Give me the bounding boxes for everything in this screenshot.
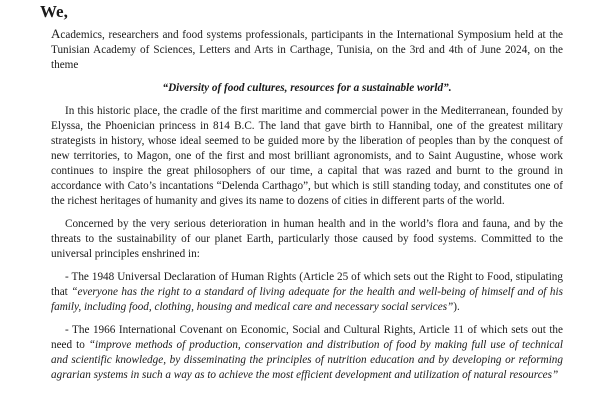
intro-text: cademics, researchers and food systems professionals, participants in the International Symposium held at the Tunisian Academy of Sciences, Letters and Arts in Carthage, Tunisia, on the 3rd and 4th of June 2024, on the theme (51, 29, 563, 71)
declaration-1948-tail: ). (453, 301, 460, 313)
history-paragraph: In this historic place, the cradle of the first maritime and commercial power in the Mediterranean, founded by Elyssa, the Phoenician princess in 814 B.C. The land that gave birth to Hannibal, one of the greatest military strategists in history, whose ideal seemed to be guided more by the liberation of peoples than by the conquest of new territories, to Magon, one of the first and most brilliant agronomists, and to Saint Augustine, whose work continues to inspire the great philosophers of our time, a capital that was razed and burnt to the ground in accordance with Cato’s incantations “Delenda Carthago”, but which is still standing today, and constitutes one of the richest heritages of humanity and gives its name to dozens of cities in different parts of the world. (51, 105, 563, 207)
covenant-1966-item (51, 323, 563, 383)
covenant-1966-lead: - The 1966 International Covenant on Economic, Social and Cultural Rights, Article 11 of which sets out the need to (51, 324, 563, 351)
concern-paragraph: Concerned by the very serious deterioration in human health and in the world’s flora and fauna, and by the threats to the sustainability of our planet Earth, particularly those caused by food systems. Committed to the universal principles enshrined in: (51, 218, 563, 260)
covenant-1966-quote: “improve methods of production, conservation and distribution of food by making full use of technical and scientific knowledge, by disseminating the principles of nutrition education and by developing or reforming agrarian systems in such a way as to achieve the most efficient development and utilization of natural resources” (51, 339, 563, 381)
symposium-theme: “Diversity of food cultures, resources for a sustainable world”. (162, 82, 452, 94)
declaration-1948-quote: “everyone has the right to a standard of living adequate for the health and well-being of himself and of his family, including food, clothing, housing and medical care and necessary social services” (51, 286, 563, 313)
declaration-1948-item (51, 270, 563, 315)
intro-paragraph (51, 26, 563, 73)
intro-initial-letter: A (51, 26, 61, 41)
document-body (51, 26, 563, 391)
declaration-1948-lead: - The 1948 Universal Declaration of Human Rights (Article 25 of which sets out the Right to Food, stipulating that (51, 271, 563, 298)
greeting-heading: We, (40, 2, 68, 21)
